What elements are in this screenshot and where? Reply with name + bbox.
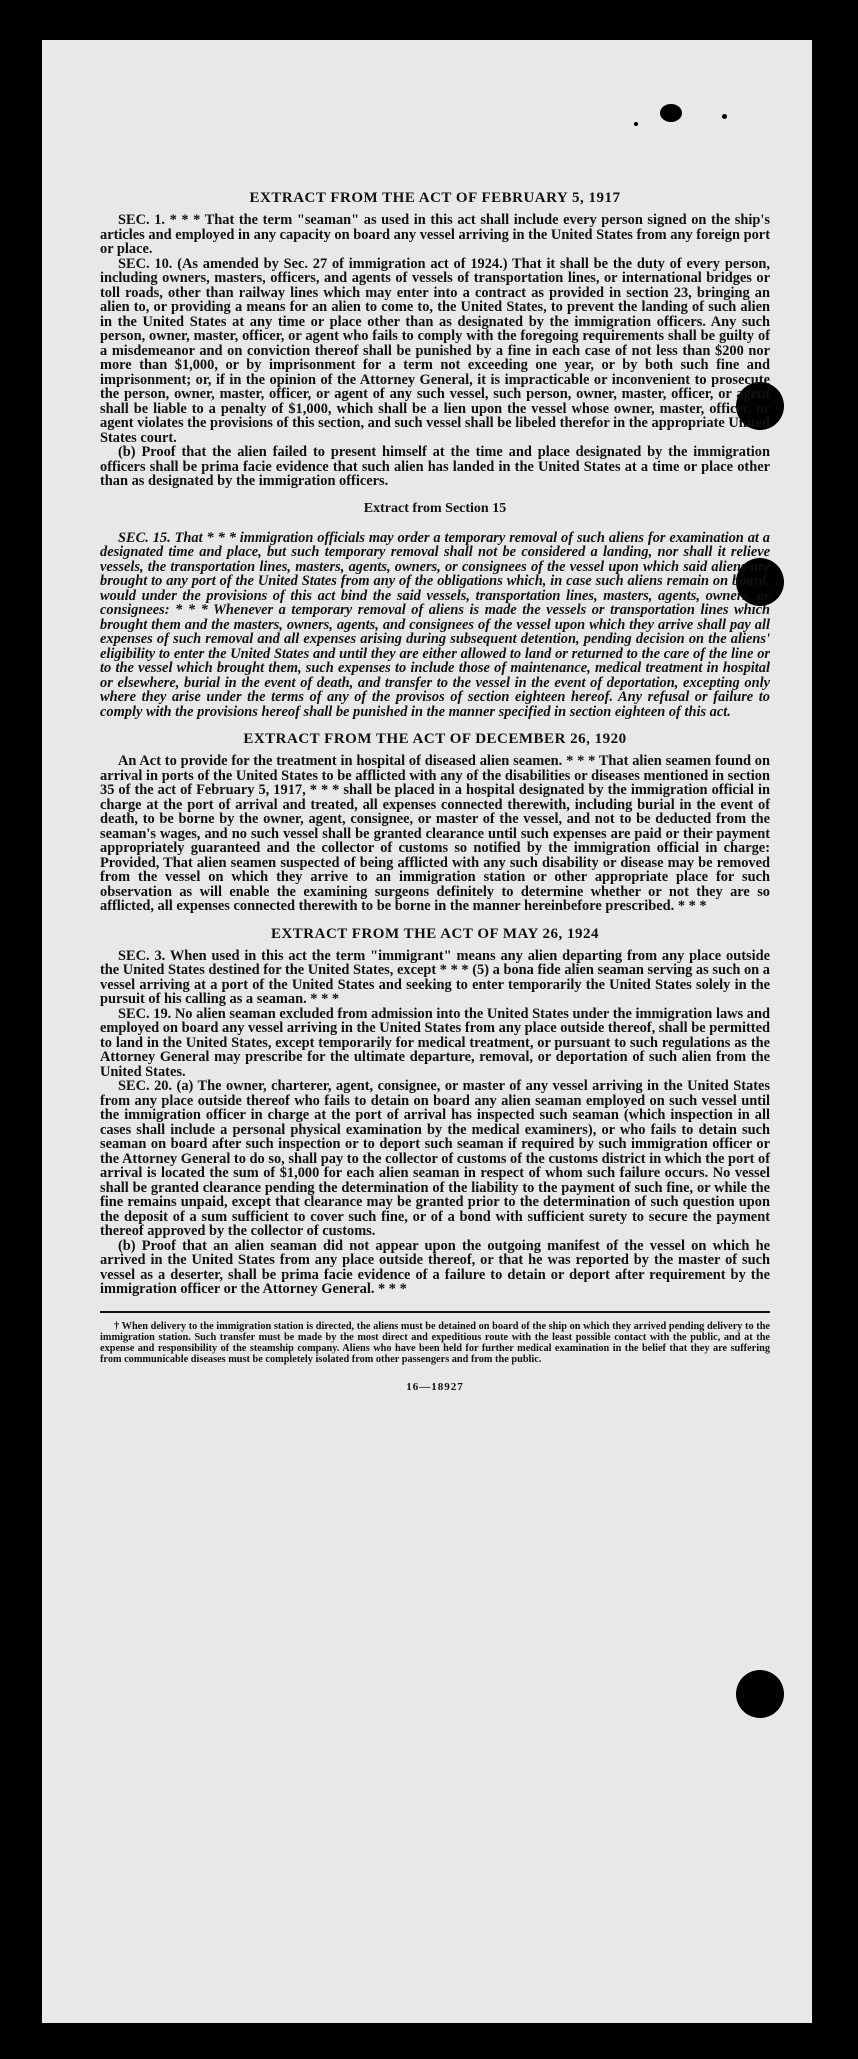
act-1920-paragraph: An Act to provide for the treatment in hospital of diseased alien seamen. * * * That alien seamen found on arrival in ports of the United States to be afflicted with any of the disabilities or diseases mentioned in section 35 of the act of February 5, 1917, * * * shall be placed in a hospital designated by the immigration official in charge at the port of arrival and treated, all expenses connected therewith, including burial in the event of death, to be borne by the owner, agent, consignee, or master of the vessel, and not to be deducted from the seaman's wages, and no such vessel shall be granted clearance until such expenses are paid or their payment appropriately guaranteed and the collector of customs so notified by the immigration official in charge: Provided, That alien seamen suspected of being afflicted with any such disability or disease may be removed from the vessel on which they arrive to an immigration station or other appropriate place for such observation as will enable the examining surgeons definitely to determine whether or not they are so afflicted, all expenses connected therewith to be borne in the manner hereinbefore prescribed. * * * <box>100 753 770 914</box>
document-body <box>100 190 770 1393</box>
footnote-divider <box>100 1311 770 1313</box>
page-number: 16—18927 <box>406 1380 464 1393</box>
heading-section-15: Extract from Section 15 <box>363 500 507 516</box>
ink-speck <box>634 122 638 126</box>
section-19-paragraph: SEC. 19. No alien seaman excluded from admission into the United States under the immigration laws and employed on board any vessel arriving in the United States from any place outside thereof, shall be permitted to land in the United States, except temporarily for medical treatment, or pursuant to such regulations as the Attorney General may prescribe for the ultimate departure, removal, or deportation of such alien from the United States. <box>100 1005 770 1080</box>
section-15-paragraph: SEC. 15. That * * * immigration officials may order a temporary removal of such aliens for examination at a designated time and place, but such temporary removal shall not be considered a landing, nor shall it relieve vessels, the transportation lines, masters, agents, owners, or consignees of the vessel upon which said aliens are brought to any port of the United States from any of the obligations which, in case such aliens remain on board, would under the provisions of this act bind the said vessels, transportation lines, masters, agents, owners, or consignees: * * * Whenever a temporary removal of aliens is made the vessels or transportation lines which brought them and the masters, owners, agents, and consignees of the vessel upon which they arrive shall pay all expenses of such removal and all expenses arising during subsequent detention, pending decision on the aliens' eligibility to enter the United States and until they are either allowed to land or returned to the care of the line or to the vessel which brought them, such expenses to include those of maintenance, medical treatment in hospital or elsewhere, burial in the event of death, and transfer to the vessel in the event of deportation, excepting only where they arise under the terms of any of the provisos of section eighteen hereof. Any refusal or failure to comply with the provisions hereof shall be punished in the manner specified in section eighteen of this act. <box>100 529 770 720</box>
heading-act-1917: EXTRACT FROM THE ACT OF FEBRUARY 5, 1917 <box>249 190 621 206</box>
document-page <box>42 40 812 2023</box>
section-10-paragraph: SEC. 10. (As amended by Sec. 27 of immigration act of 1924.) That it shall be the duty of every person, including owners, masters, officers, and agents of vessels of transportation lines, or international bridges or toll roads, other than railway lines which may enter into a contract as provided in section 23, bringing an alien to, or providing a means for an alien to come to, the United States, to prevent the landing of such alien in the United States at any time or place other than as designated by the immigration officers. Any such person, owner, master, officer, or agent who fails to comply with the foregoing requirements shall be guilty of a misdemeanor and on conviction thereof shall be punished by a fine in each case of not less than $200 nor more than $1,000, or by imprisonment for a term not exceeding one year, or by both such fine and imprisonment; or, if in the opinion of the Attorney General, it is impracticable or inconvenient to prosecute the person, owner, master, officer, or agent of any such vessel, such person, owner, master, officer, or agent shall be liable to a penalty of $1,000, which shall be a lien upon the vessel whose owner, master, officer, or agent violates the provisions of this section, and such vessel shall be libeled therefor in the appropriate United States court. <box>100 255 770 446</box>
ink-speck <box>722 114 727 119</box>
heading-act-1924: EXTRACT FROM THE ACT OF MAY 26, 1924 <box>270 925 600 942</box>
section-20a-paragraph: SEC. 20. (a) The owner, charterer, agent, consignee, or master of any vessel arriving in the United States from any place outside thereof who fails to detain on board any alien seaman employed on such vessel until the immigration officer in charge at the port of arrival has inspected such seaman (which inspection in all cases shall include a personal physical examination by the medical examiners), or who fails to detain such seaman on board after such inspection or to deport such seaman if required by such immigration officer or the Attorney General to do so, shall pay to the collector of customs of the customs district in which the port of arrival is located the sum of $1,000 for each alien seaman in respect of whom such failure occurs. No vessel shall be granted clearance pending the determination of the liability to the payment of such fine, or while the fine remains unpaid, except that clearance may be granted prior to the determination of such question upon the deposit of a sum sufficient to cover such fine, or of a bond with sufficient surety to secure the payment thereof approved by the collector of customs. <box>100 1078 770 1239</box>
section-3-paragraph: SEC. 3. When used in this act the term "immigrant" means any alien departing from any place outside the United States destined for the United States, except * * * (5) a bona fide alien seaman serving as such on a vessel arriving at a port of the United States and seeking to enter temporarily the United States solely in the pursuit of his calling as a seaman. * * * <box>100 947 770 1007</box>
section-1-paragraph: SEC. 1. * * * That the term "seaman" as used in this act shall include every person signed on the ship's articles and employed in any capacity on board any vessel arriving in the United States from any foreign port or place. <box>100 212 770 257</box>
footnote: † When delivery to the immigration station is directed, the aliens must be detained on board of the ship on which they arrived pending delivery to the immigration station. Such transfer must be made by the most direct and expeditious route with the least possible contact with the public, and at the expense and responsibility of the steamship company. Aliens who have been held for further medical examination in the belief that they are suffering from communicable diseases must be completely isolated from other passengers and from the public. <box>100 1320 770 1365</box>
punch-hole <box>736 1670 784 1718</box>
section-20b-paragraph: (b) Proof that an alien seaman did not appear upon the outgoing manifest of the vessel on which he arrived in the United States from any place outside thereof, or that he was reported by the master of such vessel as a deserter, shall be prima facie evidence of a failure to detain or deport after requirement by the immigration officer or the Attorney General. * * * <box>100 1237 770 1297</box>
heading-act-1920: EXTRACT FROM THE ACT OF DECEMBER 26, 1920 <box>243 731 627 747</box>
section-10b-paragraph: (b) Proof that the alien failed to present himself at the time and place designated by the immigration officers shall be prima facie evidence that such alien has landed in the United States at a time or place other than as designated by the immigration officers. <box>100 444 770 489</box>
ink-speck <box>660 104 682 122</box>
